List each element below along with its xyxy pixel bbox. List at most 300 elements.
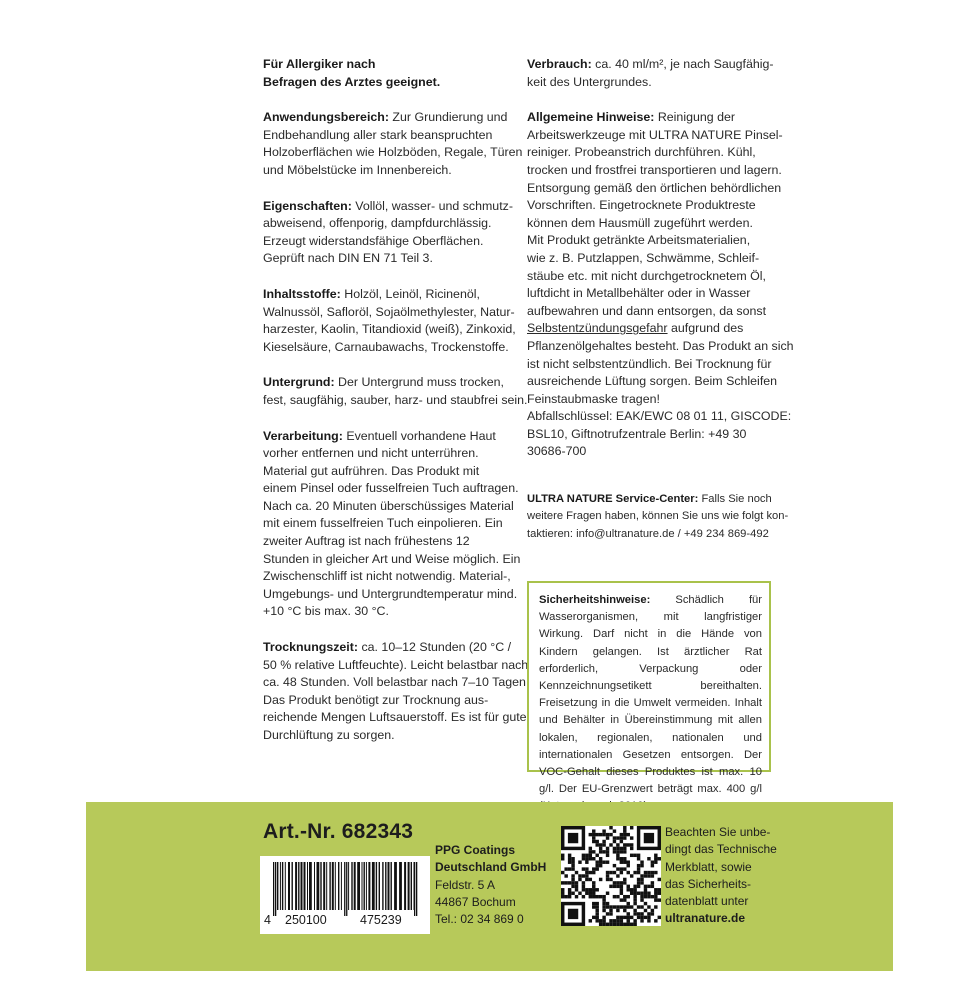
qr-module — [564, 867, 567, 870]
qr-module — [623, 898, 626, 901]
qr-module — [592, 902, 595, 905]
note-line-2: dingt das Technische — [665, 842, 777, 857]
qr-module — [620, 867, 623, 870]
qr-module — [599, 833, 602, 836]
text-line — [263, 127, 511, 145]
text-line — [263, 551, 521, 569]
section-label: Anwendungsbereich: — [263, 110, 389, 125]
line-text: Vollöl, wasser- und schmutz- — [351, 198, 513, 213]
qr-module — [613, 840, 616, 843]
qr-module — [654, 857, 657, 860]
qr-module — [595, 833, 598, 836]
qr-module — [592, 833, 595, 836]
qr-module — [620, 881, 623, 884]
qr-module — [633, 919, 636, 922]
qr-module — [640, 919, 643, 922]
qr-module — [654, 892, 657, 895]
qr-module — [658, 898, 661, 901]
qr-module — [654, 919, 657, 922]
qr-module — [623, 857, 626, 860]
qr-module — [582, 874, 585, 877]
text-line — [263, 304, 515, 322]
barcode-bar — [314, 862, 315, 910]
qr-module — [595, 843, 598, 846]
qr-module — [609, 833, 612, 836]
qr-module — [613, 836, 616, 839]
qr-module — [602, 919, 605, 922]
qr-module — [651, 881, 654, 884]
qr-module — [627, 833, 630, 836]
qr-module — [651, 885, 654, 888]
line-text: Falls Sie noch — [698, 493, 772, 506]
text-line — [263, 515, 511, 533]
qr-module — [595, 888, 598, 891]
qr-module — [647, 857, 650, 860]
qr-module — [613, 895, 616, 898]
barcode-bar — [354, 862, 356, 910]
qr-module — [627, 860, 630, 863]
text-line — [263, 233, 511, 251]
qr-module — [582, 867, 585, 870]
line-text: harzester, Kaolin, Titandioxid (weiß), Zinkoxid, — [263, 322, 516, 337]
qr-module — [637, 885, 640, 888]
qr-module — [627, 916, 630, 919]
qr-module — [651, 871, 654, 874]
barcode-bar — [273, 862, 274, 916]
qr-module — [647, 905, 650, 908]
qr-module — [654, 905, 657, 908]
barcode-bar — [376, 862, 377, 910]
line-text: +10 °C bis max. 30 °C. — [263, 604, 389, 619]
text-line — [263, 286, 511, 304]
qr-module — [640, 881, 643, 884]
qr-module — [658, 892, 661, 895]
line-text: Erzeugt widerstandsfähige Oberflächen. — [263, 233, 484, 248]
barcode-bar — [366, 862, 367, 910]
qr-module — [613, 864, 616, 867]
barcode-bar — [391, 862, 392, 910]
qr-module — [585, 878, 588, 881]
qr-module — [599, 923, 602, 926]
qr-module — [568, 888, 571, 891]
qr-module — [585, 871, 588, 874]
qr-module — [606, 850, 609, 853]
qr-module — [623, 916, 626, 919]
qr-module — [592, 850, 595, 853]
line-text: Kieselsäure, Carnaubawachs, Trockenstoffe. — [263, 339, 509, 354]
qr-module — [623, 829, 626, 832]
barcode-bar — [404, 862, 406, 910]
qr-module — [589, 871, 592, 874]
text-line — [527, 232, 779, 250]
qr-module — [602, 916, 605, 919]
qr-module — [561, 857, 564, 860]
qr-module — [582, 854, 585, 857]
barcode-bar — [285, 862, 286, 910]
qr-module — [633, 871, 636, 874]
text-line — [263, 603, 511, 621]
barcode-bar — [348, 862, 349, 910]
qr-module — [606, 847, 609, 850]
barcode-bar — [277, 862, 278, 910]
qr-module — [620, 892, 623, 895]
note-line-4: das Sicherheits- — [665, 876, 752, 891]
qr-module — [575, 881, 578, 884]
qr-module — [627, 895, 630, 898]
article-number: Art.-Nr. 682343 — [263, 820, 414, 843]
qr-module — [654, 854, 657, 857]
qr-module — [589, 919, 592, 922]
qr-module — [609, 885, 612, 888]
qr-module — [658, 916, 661, 919]
qr-module — [609, 919, 612, 922]
barcode-bar — [414, 862, 415, 916]
text-line — [527, 508, 789, 525]
qr-module — [616, 874, 619, 877]
qr-module — [644, 874, 647, 877]
qr-module — [658, 888, 661, 891]
qr-module — [602, 909, 605, 912]
qr-module — [627, 905, 630, 908]
qr-module — [568, 867, 571, 870]
qr-module — [568, 892, 571, 895]
line-text: und Möbelstücke im Innenbereich. — [263, 162, 452, 177]
qr-module — [606, 905, 609, 908]
text-line — [527, 285, 779, 303]
qr-module — [630, 892, 633, 895]
qr-module — [606, 833, 609, 836]
line-text: abweisend, offenporig, dampfdurchlässig. — [263, 216, 492, 231]
text-line — [263, 445, 511, 463]
text-line — [263, 692, 511, 710]
section-label: Trocknungszeit: — [263, 640, 359, 655]
qr-module — [623, 895, 626, 898]
barcode-digit-prefix: 4 — [264, 913, 271, 927]
qr-module — [651, 912, 654, 915]
qr-module — [627, 912, 630, 915]
qr-module — [613, 885, 616, 888]
line-text: wie z. B. Putzlappen, Schwämme, Schleif- — [527, 250, 760, 265]
qr-module — [606, 923, 609, 926]
qr-module — [616, 923, 619, 926]
barcode-bar — [346, 862, 347, 916]
section-trocknung — [263, 639, 530, 745]
qr-module — [651, 909, 654, 912]
barcode-bar — [317, 862, 320, 910]
qr-module — [595, 905, 598, 908]
qr-module — [613, 923, 616, 926]
line-text: einem Pinsel oder fusselfreien Tuch auftragen. — [263, 481, 519, 496]
qr-module — [630, 905, 633, 908]
section-label: Verarbeitung: — [263, 428, 343, 443]
qr-module — [616, 909, 619, 912]
barcode-bar — [335, 862, 336, 910]
section-anwendung — [263, 109, 523, 179]
qr-module — [640, 905, 643, 908]
qr-module — [637, 905, 640, 908]
qr-module — [620, 923, 623, 926]
qr-module — [630, 854, 633, 857]
line-text: keit des Untergrundes. — [527, 74, 652, 89]
line-text: Stunden in gleicher Art und Weise möglich. Ein — [263, 551, 521, 566]
barcode-bar — [275, 862, 276, 916]
qr-module — [568, 881, 571, 884]
line-text: Vorschriften. Eingetrocknete Produktreste — [527, 198, 756, 213]
qr-module — [589, 854, 592, 857]
section-verarbeitung — [263, 428, 521, 622]
qr-module — [630, 888, 633, 891]
qr-module — [623, 878, 626, 881]
qr-module — [571, 878, 574, 881]
barcode-bar — [344, 862, 345, 916]
section-label: Allgemeine Hinweise: — [527, 110, 655, 125]
safety-text: Schädlich für Wasserorganismen, mit langfristiger Wirkung. Darf nicht in die Hände von Kindern gelangen. Ist ärztlicher Rat erforderlich, Verpackung oder Kennzeichnungsetikett bereithalten. Freisetzung in die Umwelt vermeiden. Inhalt und Behälter in Übereinstimmung mit allen lokalen, regionalen, nationalen und internationalen Gesetzen entsorgen. Der VOC-Gehalt dieses Produktes ist max. 10 g/l. Der EU-Grenzwert beträgt max. 400 g/l — [539, 594, 762, 796]
qr-module — [637, 867, 640, 870]
line-text: Durchlüftung zu sorgen. — [263, 728, 395, 742]
qr-module — [651, 874, 654, 877]
qr-module — [633, 854, 636, 857]
qr-module — [630, 874, 633, 877]
qr-module — [640, 916, 643, 919]
line-text: Reinigung der — [654, 110, 735, 125]
qr-module — [571, 860, 574, 863]
qr-module — [575, 895, 578, 898]
qr-module — [589, 892, 592, 895]
qr-module — [606, 902, 609, 905]
line-text: Holzoberflächen wie Holzböden, Regale, Türen — [263, 145, 523, 160]
company-name-2: Deutschland GmbH — [435, 860, 547, 875]
barcode-bar — [301, 862, 303, 910]
barcode-bar — [332, 862, 334, 910]
qr-module — [613, 847, 616, 850]
qr-module — [616, 867, 619, 870]
qr-module — [644, 885, 647, 888]
qr-module — [595, 919, 598, 922]
qr-module — [592, 871, 595, 874]
qr-module — [592, 888, 595, 891]
qr-module — [620, 857, 623, 860]
qr-module — [592, 829, 595, 832]
line-text: Eventuell vorhandene Haut — [342, 428, 496, 443]
text-line — [527, 303, 779, 321]
qr-module — [599, 919, 602, 922]
qr-module — [609, 871, 612, 874]
barcode-bar — [368, 862, 370, 910]
qr-module — [589, 878, 592, 881]
barcode-bar — [329, 862, 330, 910]
qr-module — [616, 850, 619, 853]
qr-module — [568, 833, 578, 843]
qr-module — [561, 881, 564, 884]
qr-module — [647, 871, 650, 874]
qr-module — [571, 881, 574, 884]
qr-module — [613, 871, 616, 874]
qr-module — [627, 923, 630, 926]
qr-module — [627, 888, 630, 891]
barcode-bar — [309, 862, 312, 910]
qr-module — [623, 850, 626, 853]
text-line: 30686-700 — [527, 444, 587, 459]
qr-module — [599, 847, 602, 850]
safety-label: Sicherheitshinweise: — [539, 594, 651, 606]
qr-module — [589, 833, 592, 836]
qr-module — [616, 836, 619, 839]
address-phone: Tel.: 02 34 869 0 — [435, 912, 524, 927]
text-line: ist nicht selbstentzündlich. Bei Trocknung für — [527, 356, 772, 371]
qr-module — [564, 881, 567, 884]
barcode-bar — [282, 862, 283, 910]
barcode-bar — [408, 862, 410, 910]
barcode-digits-left: 250100 — [285, 913, 327, 927]
qr-module — [630, 916, 633, 919]
section-label: Untergrund: — [263, 375, 335, 390]
qr-module — [571, 857, 574, 860]
qr-module — [592, 905, 595, 908]
qr-module — [602, 833, 605, 836]
qr-module — [595, 912, 598, 915]
qr-module — [616, 881, 619, 884]
qr-module — [627, 885, 630, 888]
qr-module — [654, 898, 657, 901]
qr-module — [616, 843, 619, 846]
text-line — [263, 428, 511, 446]
line-text: Holzöl, Leinöl, Ricinenöl, — [340, 286, 480, 301]
qr-module — [647, 916, 650, 919]
qr-module — [658, 878, 661, 881]
hinweise-after-term: aufgrund des — [667, 321, 744, 336]
company-info — [435, 842, 546, 928]
qr-module — [585, 892, 588, 895]
text-line — [263, 144, 523, 162]
qr-module — [561, 854, 564, 857]
text-line — [263, 480, 519, 498]
qr-module — [630, 836, 633, 839]
section-label: Verbrauch: — [527, 57, 592, 71]
text-line — [263, 639, 511, 657]
barcode-bar — [341, 862, 342, 910]
qr-module — [585, 854, 588, 857]
qr-module — [595, 864, 598, 867]
text-line — [527, 491, 779, 508]
qr-module — [637, 864, 640, 867]
qr-module — [606, 912, 609, 915]
note-link[interactable]: ultranature.de — [665, 911, 746, 926]
barcode-bar — [364, 862, 365, 910]
hinweise-main — [527, 109, 783, 320]
qr-module — [585, 874, 588, 877]
qr-module — [640, 860, 643, 863]
qr-module — [633, 902, 636, 905]
text-line — [263, 709, 527, 727]
qr-module — [585, 867, 588, 870]
qr-module — [575, 888, 578, 891]
qr-module — [568, 860, 571, 863]
qr-module — [627, 902, 630, 905]
self-ignition-term: Selbstentzündungsgefahr — [527, 321, 668, 336]
text-line — [263, 586, 518, 604]
line-text: ca. 10–12 Stunden (20 °C / — [358, 640, 512, 655]
allergy-note — [263, 56, 511, 91]
note-line-5: datenblatt unter — [665, 894, 749, 909]
section-hinweise — [527, 109, 794, 461]
qr-module — [627, 843, 630, 846]
qr-module — [595, 916, 598, 919]
qr-module — [640, 898, 643, 901]
text-line — [263, 498, 514, 516]
text-line — [527, 215, 779, 233]
qr-module — [595, 854, 598, 857]
qr-module — [571, 874, 574, 877]
text-line — [263, 463, 511, 481]
qr-module — [623, 860, 626, 863]
qr-module — [582, 895, 585, 898]
line-text: vorher entfernen und nicht unterrühren. — [263, 446, 479, 461]
qr-module — [609, 909, 612, 912]
qr-module — [599, 860, 602, 863]
section-inhaltsstoffe — [263, 286, 516, 356]
barcode-bars — [269, 862, 421, 916]
qr-module — [609, 878, 612, 881]
footer-band — [86, 802, 893, 971]
qr-module — [620, 919, 623, 922]
qr-module — [606, 860, 609, 863]
qr-module — [599, 857, 602, 860]
qr-module — [595, 902, 598, 905]
allergy-line-1: Für Allergiker nach — [263, 57, 376, 71]
qr-module — [602, 850, 605, 853]
qr-module — [589, 895, 592, 898]
qr-module — [620, 840, 623, 843]
barcode-bar — [379, 862, 380, 910]
barcode-bar — [411, 862, 412, 910]
text-line — [263, 392, 528, 410]
barcode-bar — [295, 862, 297, 910]
qr-module — [585, 860, 588, 863]
barcode — [260, 856, 430, 934]
qr-module — [599, 895, 602, 898]
qr-module — [623, 843, 626, 846]
qr-module — [623, 881, 626, 884]
text-line — [263, 250, 511, 268]
line-text: reichende Mengen Luftsauerstoff. Es ist für gute — [263, 710, 527, 725]
qr-module — [575, 885, 578, 888]
qr-module — [609, 923, 612, 926]
qr-module — [633, 885, 636, 888]
line-text: Arbeitswerkzeuge mit ULTRA NATURE Pinsel- — [527, 127, 783, 142]
qr-module — [623, 836, 626, 839]
line-text: aufbewahren und dann entsorgen, da sonst — [527, 303, 767, 318]
text-line — [527, 56, 779, 74]
qr-module — [578, 892, 581, 895]
barcode-bar — [304, 862, 306, 910]
line-text: luftdicht in Metallbehälter oder in Wasser — [527, 286, 751, 301]
qr-module — [561, 871, 564, 874]
qr-module — [613, 829, 616, 832]
datasheet-note — [665, 824, 777, 928]
qr-module — [630, 847, 633, 850]
qr-module — [651, 864, 654, 867]
text-line — [527, 162, 782, 180]
text-line — [263, 109, 511, 127]
qr-module — [620, 898, 623, 901]
qr-module — [592, 916, 595, 919]
qr-module — [627, 871, 630, 874]
text-line — [263, 674, 530, 692]
qr-module — [606, 874, 609, 877]
qr-module — [589, 857, 592, 860]
qr-module — [630, 826, 633, 829]
qr-module — [620, 833, 623, 836]
